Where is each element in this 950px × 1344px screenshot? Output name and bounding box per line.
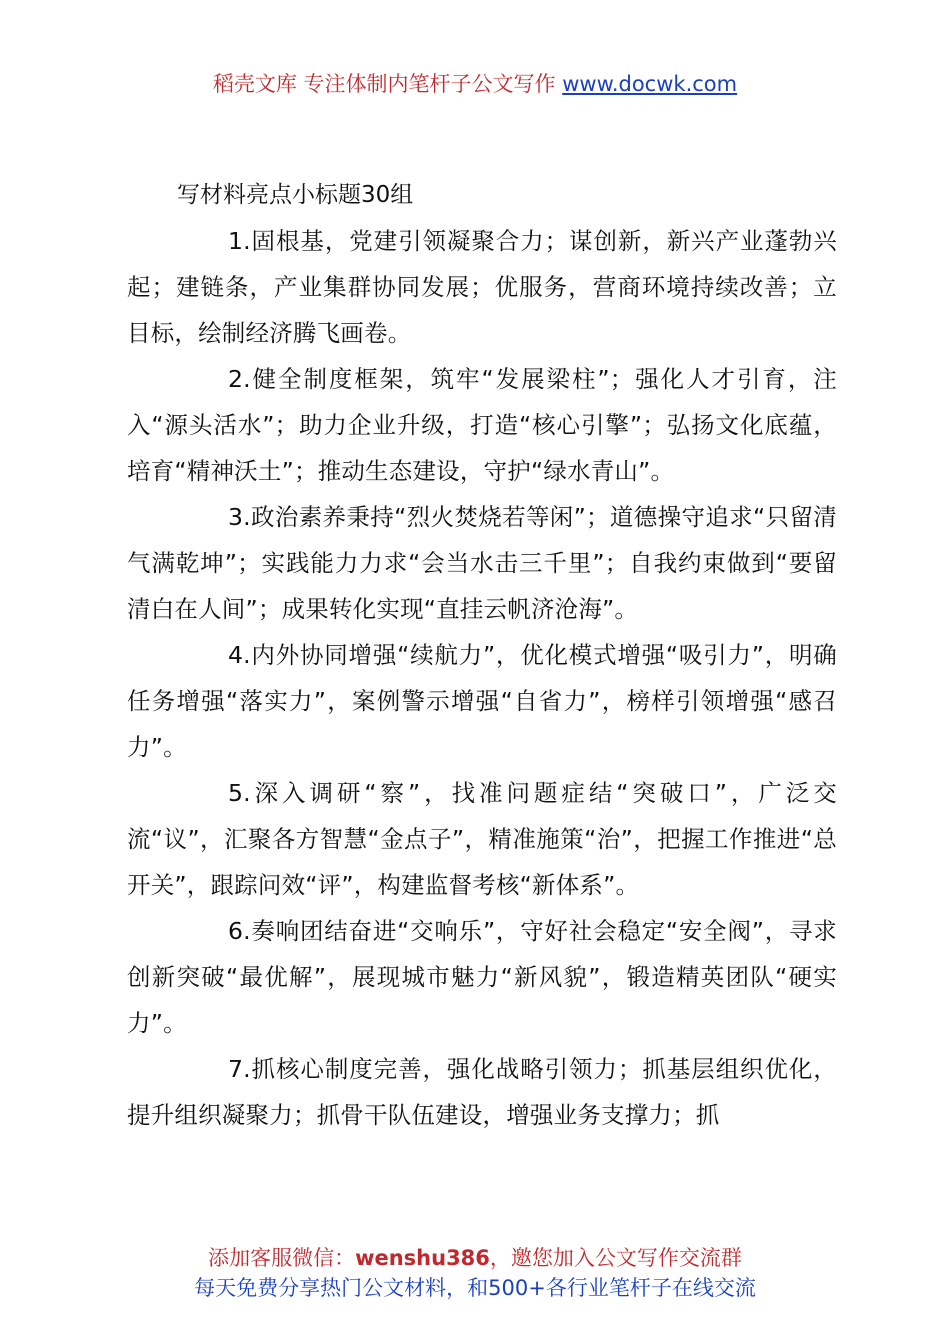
footer-suffix: ，邀您加入公文写作交流群 bbox=[489, 1246, 742, 1270]
header-text: 稻壳文库 专注体制内笔杆子公文写作 bbox=[212, 72, 563, 96]
paragraph-4: 4.内外协同增强“续航力”，优化模式增强“吸引力”，明确任务增强“落实力”，案例警示增强“自省力”，榜样引领增强“感召力”。 bbox=[127, 641, 837, 761]
paragraph-5: 5.深入调研“察”，找准问题症结“突破口”，广泛交流“议”，汇聚各方智慧“金点子”，精准施策“治”，把握工作推进“总开关”，跟踪问效“评”，构建监督考核“新体系”。 bbox=[127, 779, 837, 899]
paragraph-7: 7.抓核心制度完善，强化战略引领力；抓基层组织优化，提升组织凝聚力；抓骨干队伍建设，增强业务支撑力；抓 bbox=[127, 1055, 837, 1129]
page-header bbox=[0, 68, 950, 98]
header-link[interactable]: www.docwk.com bbox=[562, 72, 738, 96]
document-body bbox=[127, 172, 837, 1138]
footer-prefix: 添加客服微信： bbox=[208, 1246, 356, 1270]
paragraph-2: 2.健全制度框架，筑牢“发展梁柱”；强化人才引育，注入“源头活水”；助力企业升级，打造“核心引擎”；弘扬文化底蕴，培育“精神沃土”；推动生态建设，守护“绿水青山”。 bbox=[127, 365, 837, 485]
footer-wechat-id: wenshu386 bbox=[355, 1246, 490, 1270]
paragraph-1: 1.固根基，党建引领凝聚合力；谋创新，新兴产业蓬勃兴起；建链条，产业集群协同发展；优服务，营商环境持续改善；立目标，绘制经济腾飞画卷。 bbox=[127, 227, 837, 347]
paragraph-6: 6.奏响团结奋进“交响乐”，守好社会稳定“安全阀”，寻求创新突破“最优解”，展现城市魅力“新风貌”，锻造精英团队“硬实力”。 bbox=[127, 917, 837, 1037]
document-title: 写材料亮点小标题30组 bbox=[177, 182, 414, 208]
footer-share-line: 每天免费分享热门公文材料，和500+各行业笔杆子在线交流 bbox=[194, 1276, 756, 1300]
paragraph-3: 3.政治素养秉持“烈火焚烧若等闲”；道德操守追求“只留清气满乾坤”；实践能力力求“会当水击三千里”；自我约束做到“要留清白在人间”；成果转化实现“直挂云帆济沧海”。 bbox=[127, 503, 837, 623]
footer-wechat-line bbox=[0, 1242, 950, 1272]
